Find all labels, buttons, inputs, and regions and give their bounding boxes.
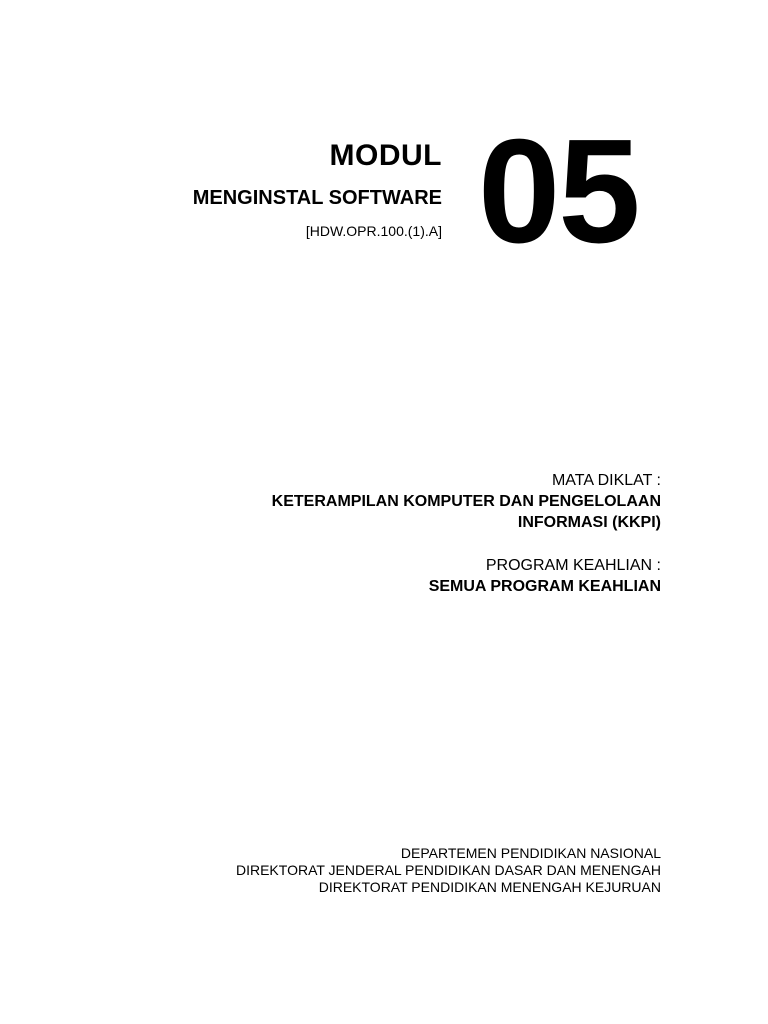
program-label: PROGRAM KEAHLIAN :: [485, 557, 661, 574]
footer-line3: DIREKTORAT PENDIDIKAN MENENGAH KEJURUAN: [318, 879, 661, 895]
spacer: [272, 533, 661, 555]
module-name: MENGINSTAL SOFTWARE: [192, 187, 442, 209]
footer-line1: DEPARTEMEN PENDIDIKAN NASIONAL: [400, 845, 661, 861]
footer-block: [236, 845, 661, 896]
module-code: [HDW.OPR.100.(1).A]: [305, 223, 442, 239]
module-number: 05: [478, 109, 639, 274]
title-block: [193, 138, 442, 240]
course-name-line2: INFORMASI (KKPI): [517, 514, 661, 531]
modul-label: MODUL: [329, 139, 442, 172]
footer-line2: DIREKTORAT JENDERAL PENDIDIKAN DASAR DAN MENENGAH: [235, 862, 661, 878]
course-label: MATA DIKLAT :: [551, 472, 661, 489]
course-name-line1: KETERAMPILAN KOMPUTER DAN PENGELOLAAN: [271, 493, 661, 510]
course-info-block: [272, 470, 661, 597]
program-name: SEMUA PROGRAM KEAHLIAN: [428, 578, 661, 595]
